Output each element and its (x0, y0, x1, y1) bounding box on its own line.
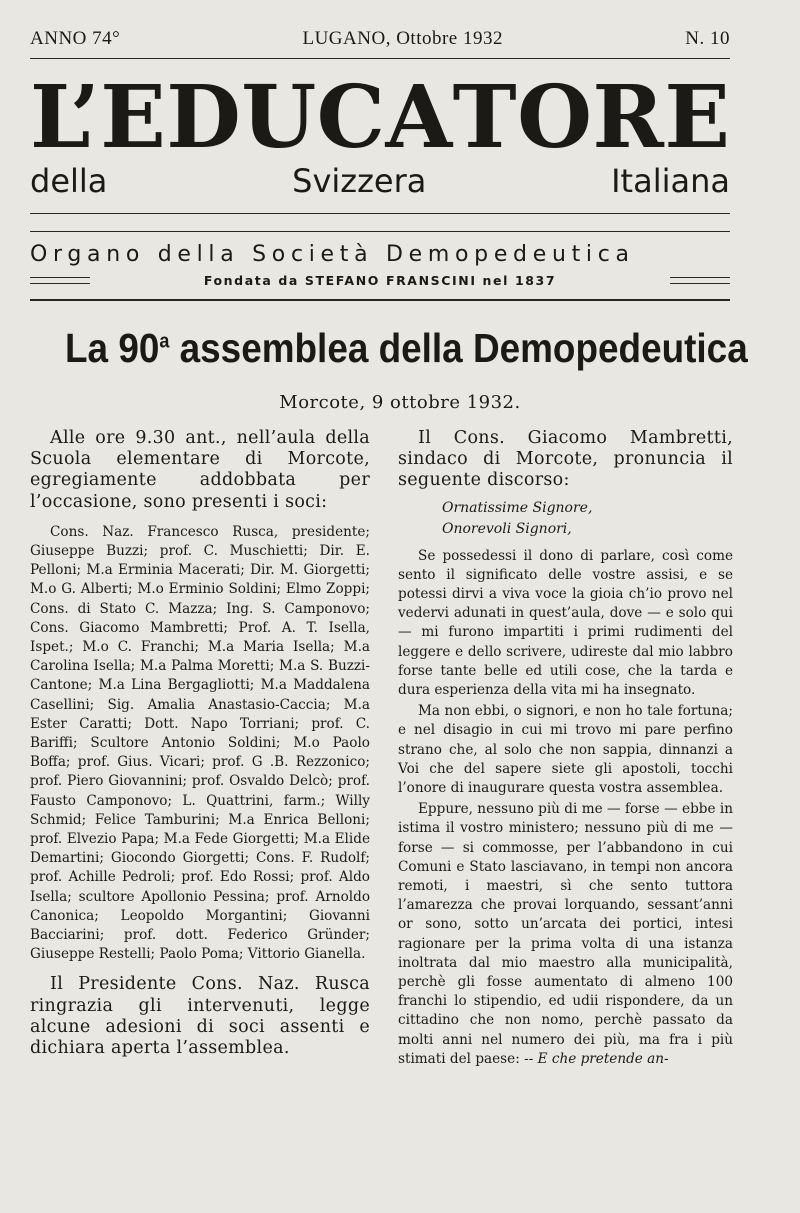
headline-superscript: a (159, 330, 170, 353)
headline-post: assemblea della Demopedeutica (169, 325, 748, 371)
masthead-letter: E (664, 67, 730, 168)
masthead-letter: D (166, 67, 241, 168)
salutation-line: Onorevoli Signori, (442, 520, 572, 537)
masthead-letter: T (452, 67, 517, 168)
header-rule (30, 58, 730, 59)
left-column (30, 428, 370, 1059)
issue-place-date: LUGANO, Ottobre 1932 (302, 28, 503, 49)
attendees-list: Cons. Naz. Francesco Rusca, presidente; Giuseppe Buzzi; prof. C. Muschietti; Dir. E. Pelloni; M.a Erminia Macerati; Dir. M. Giorgetti; M.o G. Alberti; M.o Erminio Soldini; Elmo Zoppi; Cons. di Stato C. Mazza; Ing. S. Camponovo; Cons. Giacomo Mambretti; Prof. A. T. Isella, Ispet.; M.o C. Franchi; M.a Maria Isella; M.a Carolina Isella; M.a Palma Moretti; M.a S. Buzzi-Cantone; M.a Lina Bergagliotti; M.a Maddalena Casellini; Sig. Amalia Anastasio-Caccia; M.a Ester Caratti; Dott. Napo Torriani; prof. C. Bariffi; Scultore Antonio Soldini; M.o Paolo Boffa; prof. Gius. Vicari; prof. G .B. Rezzonico; prof. Piero Giovannini; prof. Osvaldo Delcò; prof. Fausto Camponovo; L. Quattrini, farm.; Willy Schmid; Felice Tamburini; M.a Enrica Belloni; prof. Elvezio Papa; M.a Fede Giorgetti; M.a Elide Demartini; Giocondo Giorgetti; Cons. F. Rudolf; prof. Achille Pedroli; prof. Edo Rossi; prof. Aldo Isella; scultore Apollonio Pessina; prof. Arnoldo Canonica; Leopoldo Morgantini; Giovanni Bacciarini; prof. dott. Federico Gründer; Giuseppe Restelli; Paolo Poma; Vittorio Gianella. (30, 523, 370, 963)
masthead-letter: L’ (30, 67, 100, 168)
masthead-title (30, 67, 730, 168)
masthead-letter: O (517, 67, 592, 168)
masthead-rule-top (30, 213, 730, 214)
issue-year: ANNO 74° (30, 28, 121, 49)
headline-pre: La 90 (65, 325, 160, 371)
subtitle-word: Italiana (611, 162, 730, 200)
closing-paragraph: Il Presidente Cons. Naz. Rusca ringrazia gli intervenuti, legge alcune adesioni di soci assenti e dichiara aperta l’assemblea. (30, 974, 370, 1059)
subtitle-word: della (30, 162, 108, 200)
masthead-letter: A (385, 67, 453, 168)
masthead-rule-mid (30, 231, 730, 232)
speech-intro: Il Cons. Giacomo Mambretti, sindaco di Morcote, pronuncia il seguente discorso: (398, 428, 733, 491)
article-headline (65, 325, 748, 372)
masthead-letter: R (592, 67, 664, 168)
masthead-letter: E (100, 67, 166, 168)
masthead-letter: U (241, 67, 317, 168)
founded-line (30, 273, 730, 288)
issue-number: N. 10 (685, 28, 730, 49)
salutation-line: Ornatissime Signore, (442, 499, 593, 516)
ornament-double-rule-right (670, 277, 730, 284)
speech-salutation (398, 498, 733, 539)
founded-text: Fondata da STEFANO FRANSCINI nel 1837 (203, 273, 557, 288)
speech-paragraph-text: Eppure, nessuno più di me — forse — ebbe in istima il vostro ministero; nessuno più di me — forse — si commosse, per l’abbandono in cui Comuni e Stato lasciavano, in tempi non ancora remoti, i maestri, sì che sento tuttora l’amarezza che provai lorquando, sessant’anni or sono, sotto un’arcata dei portici, intesi ragionare per la prima volta di una istanza inoltrata dal mio maestro alla municipalità, perchè gli fosse aumentato di almeno 100 franchi lo stipendio, ed udii rispondere, da un cittadino che non nomo, perchè passato da molti anni nel numero dei più, ma fra i più stimati del paese: -- (398, 801, 733, 1067)
right-column (398, 428, 733, 1069)
article-dateline: Morcote, 9 ottobre 1932. (279, 392, 521, 413)
speech-paragraph: Ma non ebbi, o signori, e non ho tale fortuna; e nel disagio in cui mi trovo mi pare perfino strano che, al solo che non sappia, dinnanzi a Voi che del sapere siete gli apostoli, tocchi l’onore di inaugurare questa vostra assemblea. (398, 703, 733, 797)
subtitle-word: Svizzera (292, 162, 427, 200)
intro-paragraph: Alle ore 9.30 ant., nell’aula della Scuola elementare di Morcote, egregiamente addobbata per l’occasione, sono presenti i soci: (30, 428, 370, 512)
masthead-rule-bottom (30, 299, 730, 301)
issue-header (30, 28, 730, 50)
organ-line: Organo della Società Demopedeutica (30, 242, 635, 267)
ornament-double-rule-left (30, 277, 90, 284)
speech-paragraph: Se possedessi il dono di parlare, così come sento il significato delle vostre assisi, e se potessi dirvi a viva voce la gioia ch’io provo nel vedervi adunati in quest’aula, dove — e solo qui — mi furono impartiti i primi rudimenti del leggere e dello scrivere, udireste dal mio labbro forse tante belle ed utili cose, che la tarda e dura esperienza della vita mi ha insegnato. (398, 547, 733, 699)
masthead-letter: C (316, 67, 386, 168)
speech-paragraph (398, 800, 733, 1069)
masthead-subtitle (30, 162, 730, 200)
speech-paragraph-italic: E che pretende an- (537, 1050, 669, 1067)
